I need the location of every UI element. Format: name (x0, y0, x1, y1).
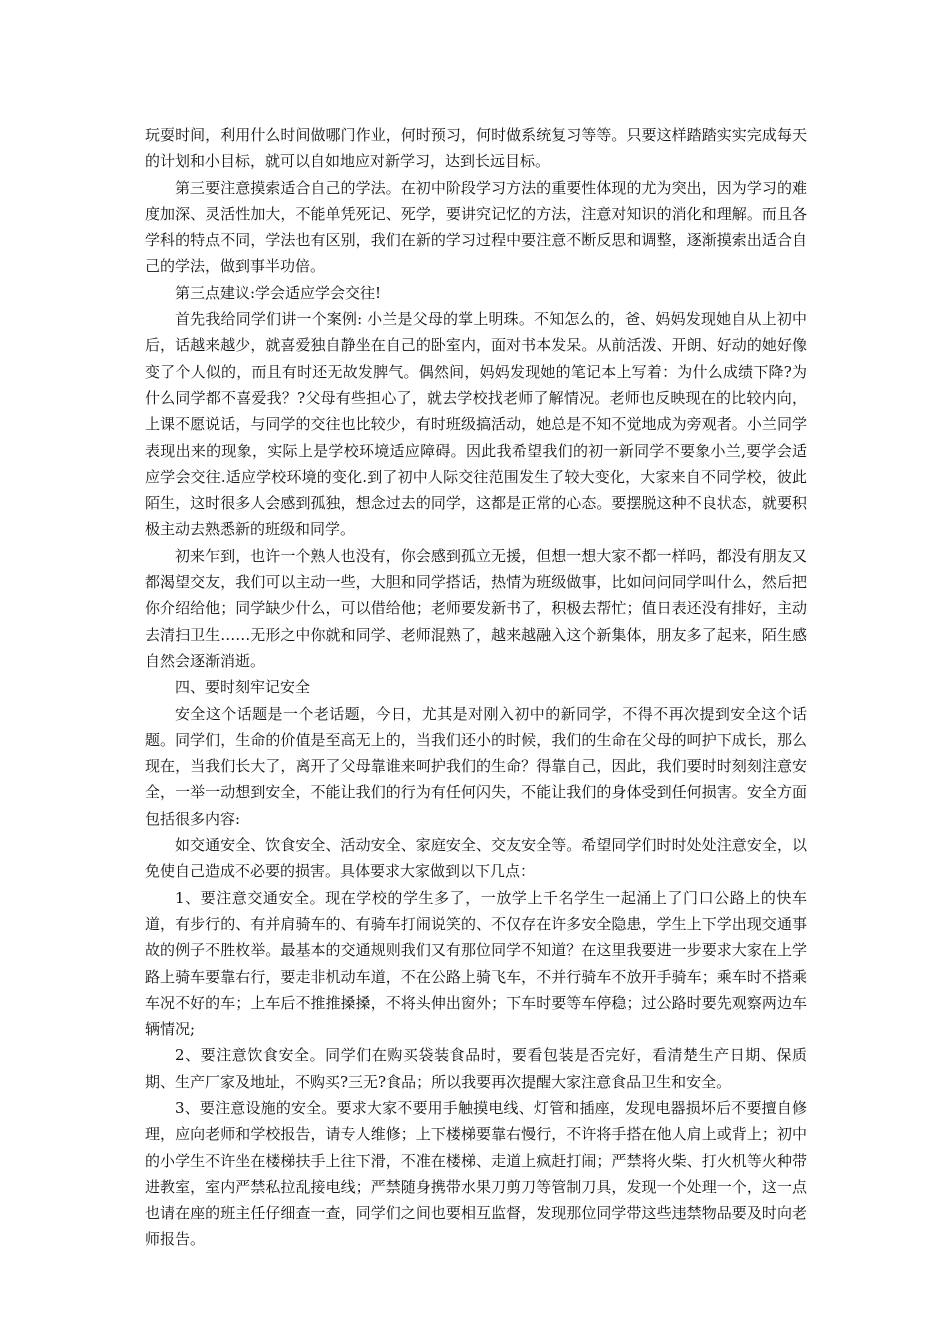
paragraph-safety-types: 如交通安全、饮食安全、活动安全、家庭安全、交友安全等。希望同学们时时处处注意安全，以免使自己造成不必要的损害。具体要求大家做到以下几点： (145, 836, 807, 881)
paragraph-case-xiaolan: 首先我给同学们讲一个案例: 小兰是父母的掌上明珠。不知怎么的，爸、妈妈发现她自从上初中后，话越来越少，就喜爱独自静坐在自己的卧室内，面对书本发呆。从前活泼、开朗、好动的她好像变了个人似的，而且有时还无故发脾气。偶然间，妈妈发现她的笔记本上写着：为什么成绩下降?为什么同学都不喜爱我？?父母有些担心了，就去学校找老师了解情况。老师也反映现在的比较内向，上课不愿说话，与同学的交往也比较少，有时班级搞活动，她总是不知不觉地成为旁观者。小兰同学表现出来的现象，实际上是学校环境适应障碍。因此我希望我们的初一新同学不要象小兰,要学会适应学会交往.适应学校环境的变化.到了初中人际交往范围发生了较大变化，大家来自不同学校，彼此陌生，这时很多人会感到孤独，想念过去的同学，这都是正常的心态。要摆脱这种不良状态，就要积极主动去熟悉新的班级和同学。 (145, 310, 807, 539)
paragraph-traffic-safety: 1、要注意交通安全。现在学校的学生多了，一放学上千名学生一起涌上了门口公路上的快车道，有步行的、有并肩骑车的、有骑车打闹说笑的、不仅存在许多安全隐患，学生上下学出现交通事故的例子不胜枚举。最基本的交通规则我们又有那位同学不知道？在这里我要进一步要求大家在上学路上骑车要靠右行，要走非机动车道，不在公路上骑飞车，不并行骑车不放开手骑车；乘车时不搭乘车况不好的车；上车后不推推搡搡，不将头伸出窗外；下车时要等车停稳；过公路时要先观察两边车辆情况; (145, 888, 807, 1039)
paragraph-make-friends: 初来乍到，也许一个熟人也没有，你会感到孤立无援，但想一想大家不都一样吗，都没有朋友又都渴望交友，我们可以主动一些，大胆和同学搭话，热情为班级做事，比如问问同学叫什么，然后把你介绍给他；同学缺少什么，可以借给他；老师要发新书了，积极去帮忙；值日表还没有排好，主动去清扫卫生……无形之中你就和同学、老师混熟了，越来越融入这个新集体，朋友多了起来，陌生感自然会逐渐消逝。 (145, 546, 807, 670)
section-heading-safety: 四、要时刻牢记安全 (175, 678, 311, 697)
paragraph-facility-safety: 3、要注意设施的安全。要求大家不要用手触摸电线、灯管和插座，发现电器损坏后不要擅自修理，应向老师和学校报告，请专人维修；上下楼梯要靠右慢行，不许将手搭在他人肩上或背上；初中的小学生不许坐在楼梯扶手上往下滑，不准在楼梯、走道上疯赶打闹；严禁将火柴、打火机等火种带进教室，室内严禁私拉乱接电线；严禁随身携带水果刀剪刀等管制刀具，发现一个处理一个，这一点也请在座的班主任仔细查一查，同学们之间也要相互监督，发现那位同学带这些违禁物品要及时向老师报告。 (145, 1098, 807, 1249)
paragraph-study-plan-end: 玩耍时间，利用什么时间做哪门作业，何时预习，何时做系统复习等等。只要这样踏踏实实完成每天的计划和小目标，就可以自如地应对新学习，达到长远目标。 (145, 126, 807, 171)
document-page (145, 122, 807, 1253)
section-heading-adapt-and-socialize: 第三点建议:学会适应学会交往! (175, 283, 382, 302)
paragraph-food-safety: 2、要注意饮食安全。同学们在购买袋装食品时，要看包装是否完好，看清楚生产日期、保质期、生产厂家及地址，不购买?三无?食品；所以我要再次提醒大家注意食品卫生和安全。 (145, 1046, 807, 1091)
paragraph-study-method: 第三要注意摸索适合自己的学法。在初中阶段学习方法的重要性体现的尤为突出，因为学习的难度加深、灵活性加大，不能单凭死记、死学，要讲究记忆的方法，注意对知识的消化和理解。而且各学科的特点不同，学法也有区别，我们在新的学习过程中要注意不断反思和调整，逐渐摸索出适合自己的学法，做到事半功倍。 (145, 178, 807, 276)
paragraph-safety-intro: 安全这个话题是一个老话题，今日，尤其是对刚入初中的新同学，不得不再次提到安全这个话题。同学们，生命的价值是至高无上的，当我们还小的时候，我们的生命在父母的呵护下成长，那么现在，当我们长大了，离开了父母靠谁来呵护我们的生命？得靠自己，因此，我们要时时刻刻注意安全，一举一动想到安全，不能让我们的行为有任何闪失，不能让我们的身体受到任何损害。安全方面包括很多内容: (145, 704, 807, 828)
